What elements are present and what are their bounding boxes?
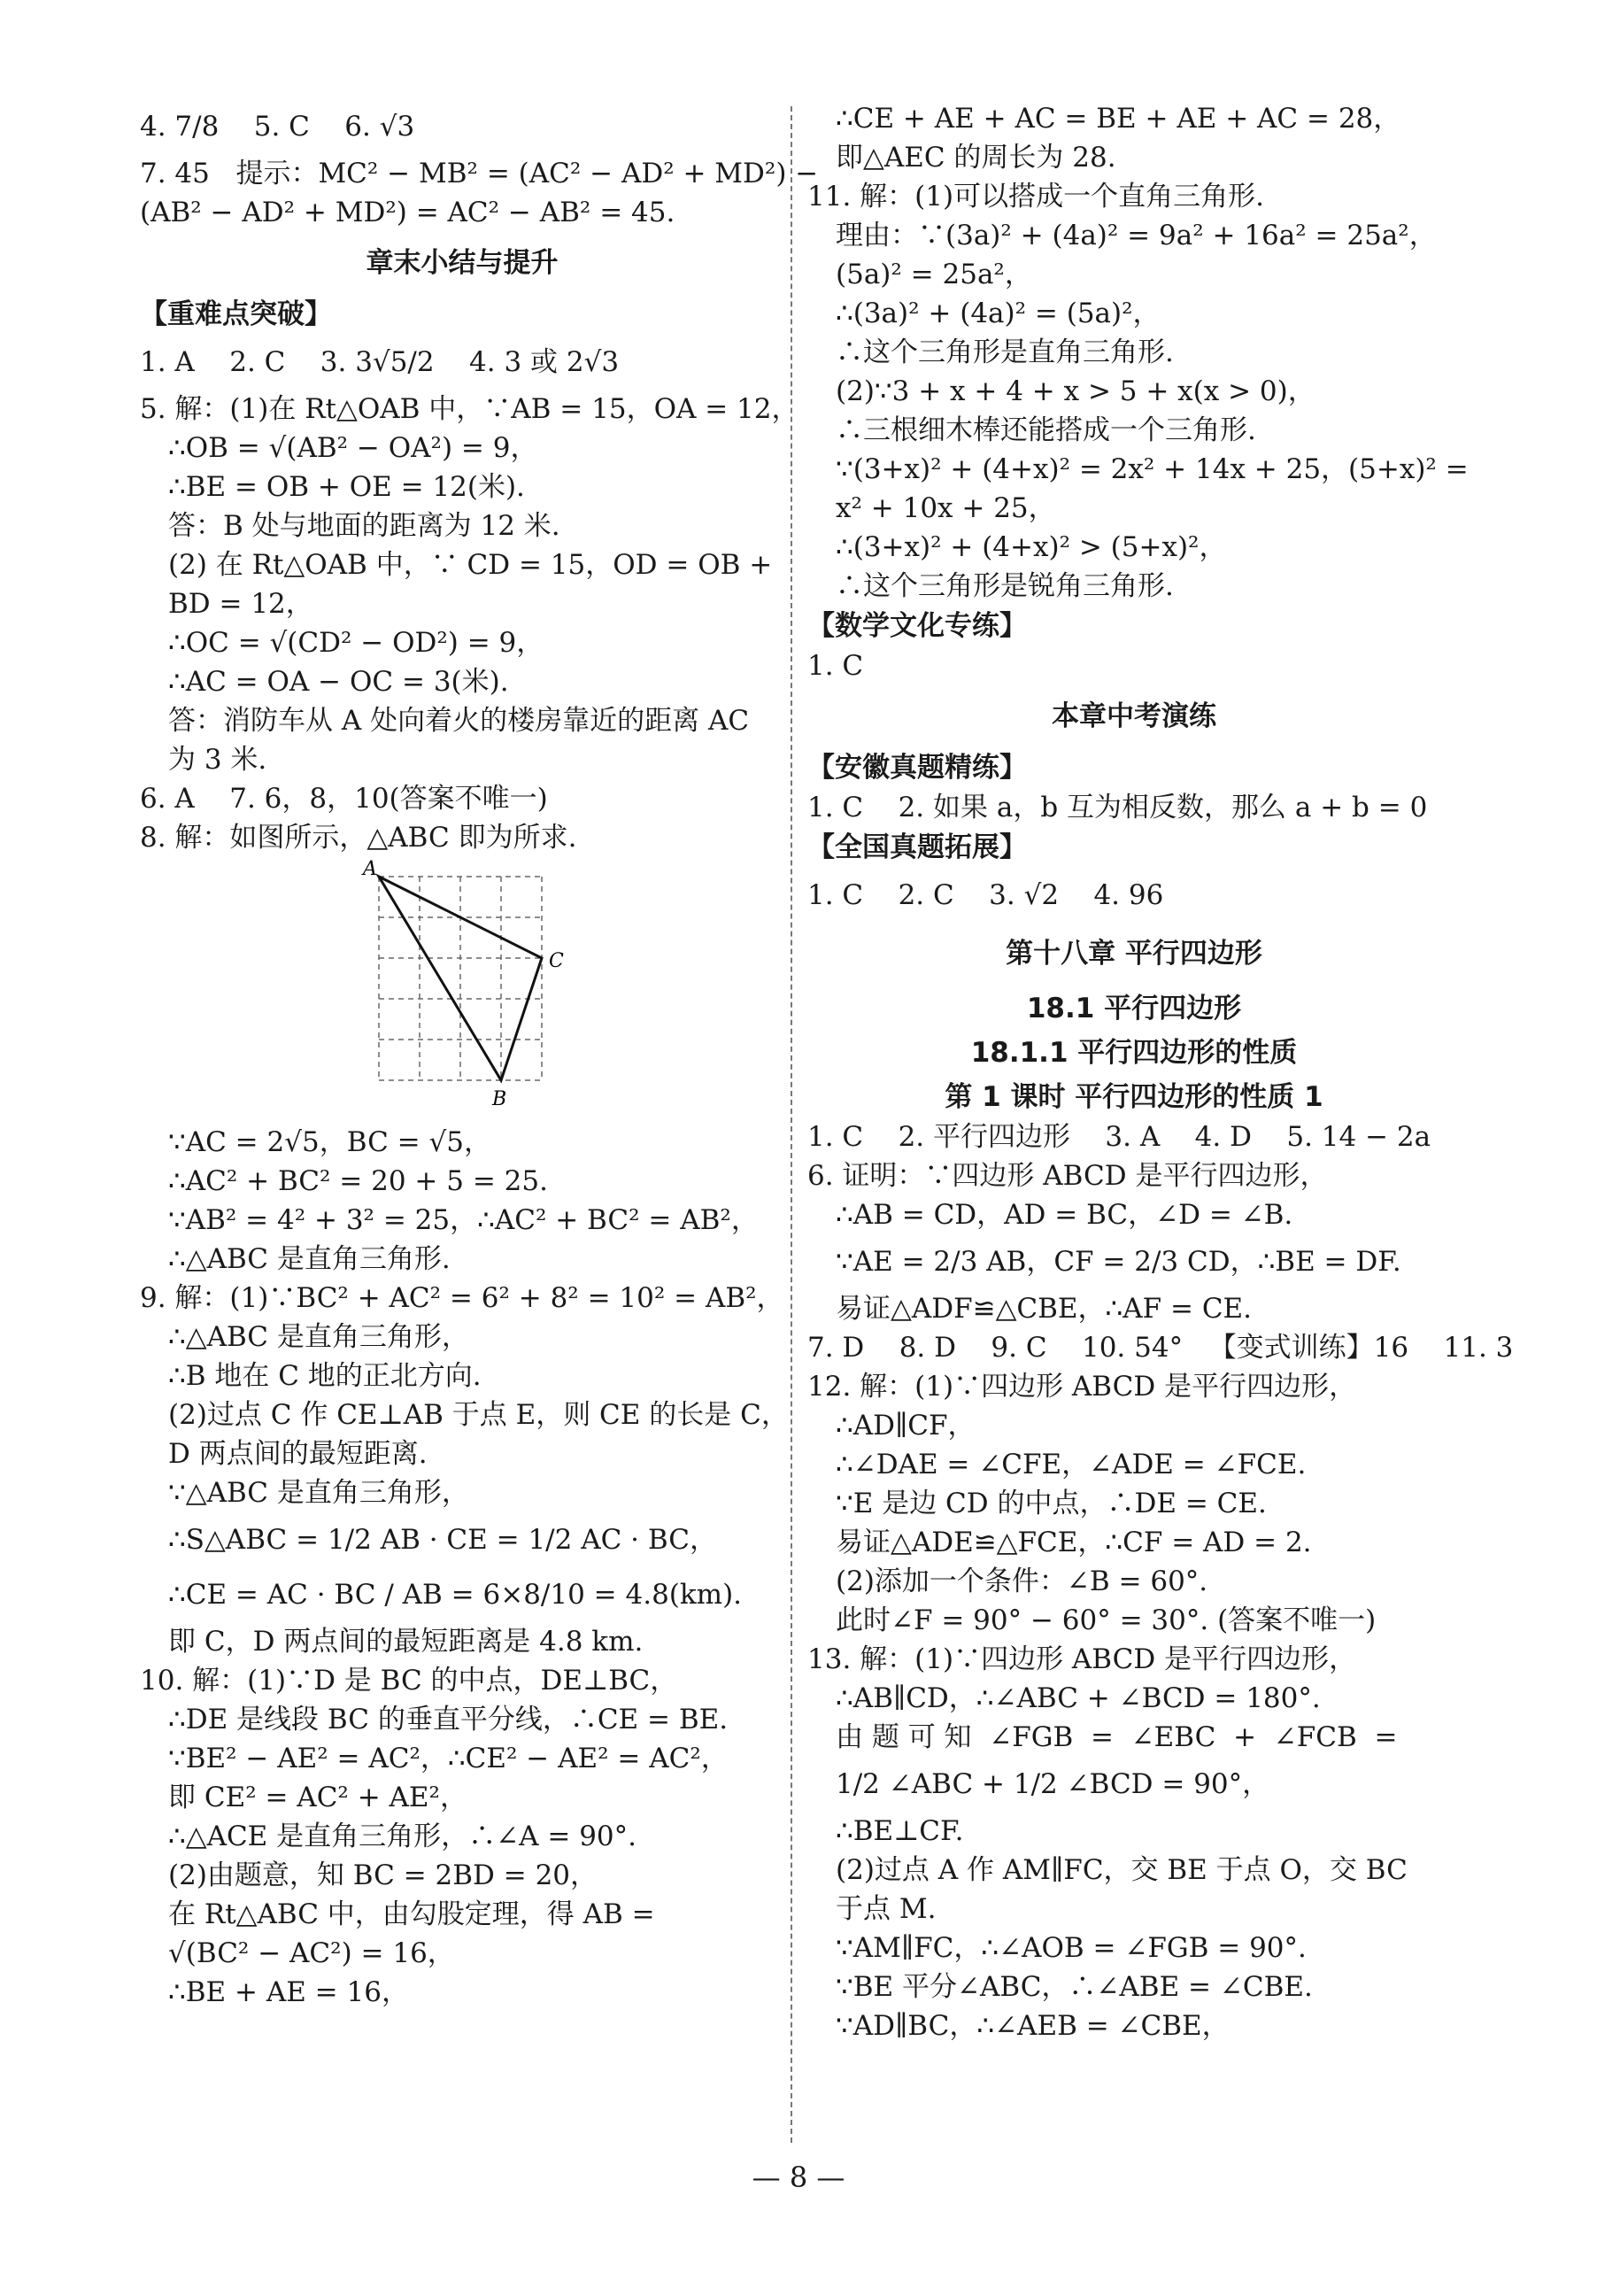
left-column bbox=[140, 99, 819, 2012]
answer-line: ∴B 地在 C 地的正北方向. bbox=[168, 1360, 482, 1392]
answer-line: 由 题 可 知 ∠FGB = ∠EBC + ∠FCB = bbox=[836, 1721, 1398, 1753]
answer-line: (2)添加一个条件：∠B = 60°. bbox=[836, 1565, 1208, 1597]
answer-line: 7. D 8. D 9. C 10. 54° 【变式训练】16 11. 3 bbox=[807, 1332, 1514, 1364]
answer-line: 在 Rt△ABC 中，由勾股定理，得 AB = bbox=[168, 1898, 655, 1930]
bracket-section-label: 【全国真题拓展】 bbox=[807, 831, 1027, 863]
answer-line: 8. 解：如图所示，△ABC 即为所求. bbox=[140, 822, 577, 854]
answer-line: ∵AB² = 4² + 3² = 25，∴AC² + BC² = AB²， bbox=[168, 1204, 759, 1236]
answer-line: 4. 7/8 5. C 6. √3 bbox=[140, 111, 415, 143]
answer-line: (2)由题意，知 BC = 2BD = 20， bbox=[168, 1859, 598, 1891]
answer-line: 5. 解：(1)在 Rt△OAB 中，∵AB = 15，OA = 12， bbox=[140, 393, 799, 425]
answer-line: ∴BE = OB + OE = 12(米). bbox=[168, 471, 525, 503]
answer-line: ∵BE 平分∠ABC，∴∠ABE = ∠CBE. bbox=[836, 1971, 1313, 2003]
subsection-heading: 18.1.1 平行四边形的性质 bbox=[970, 1037, 1298, 1069]
answer-line: ∵E 是边 CD 的中点，∴DE = CE. bbox=[836, 1488, 1267, 1519]
answer-line: ∵AD∥BC，∴∠AEB = ∠CBE， bbox=[836, 2010, 1230, 2042]
answer-line: (2)过点 C 作 CE⊥AB 于点 E，则 CE 的长是 C， bbox=[168, 1399, 789, 1431]
answer-line: 1. C 2. 平行四边形 3. A 4. D 5. 14 − 2a bbox=[807, 1121, 1431, 1153]
answer-line: ∵AE = 2/3 AB，CF = 2/3 CD，∴BE = DF. bbox=[836, 1246, 1401, 1278]
answer-line: 易证△ADE≌△FCE，∴CF = AD = 2. bbox=[836, 1527, 1312, 1558]
section-heading: 本章中考演练 bbox=[1052, 700, 1216, 732]
answer-line: D 两点间的最短距离. bbox=[168, 1438, 428, 1470]
answer-line: 7. 45 提示：MC² − MB² = (AC² − AD² + MD²) − bbox=[140, 158, 819, 189]
answer-line: (2) 在 Rt△OAB 中，∵ CD = 15，OD = OB + bbox=[168, 549, 773, 581]
answer-line: ∴AC² + BC² = 20 + 5 = 25. bbox=[168, 1165, 548, 1197]
answer-line: 9. 解：(1)∵BC² + AC² = 6² + 8² = 10² = AB²， bbox=[140, 1282, 784, 1314]
answer-line: ∴OC = √(CD² − OD²) = 9， bbox=[168, 627, 544, 659]
answer-line: 13. 解：(1)∵四边形 ABCD 是平行四边形， bbox=[807, 1643, 1357, 1675]
answer-line: 此时∠F = 90° − 60° = 30°. (答案不唯一) bbox=[836, 1604, 1377, 1636]
answer-line: 即 CE² = AC² + AE²， bbox=[168, 1782, 467, 1813]
section-heading: 章末小结与提升 bbox=[366, 247, 559, 279]
answer-line: 12. 解：(1)∵四边形 ABCD 是平行四边形， bbox=[807, 1371, 1357, 1403]
answer-line: ∴BE⊥CF. bbox=[836, 1815, 964, 1847]
grid-triangle-figure bbox=[140, 857, 784, 1123]
answer-line: ∵AM∥FC，∴∠AOB = ∠FGB = 90°. bbox=[836, 1932, 1307, 1964]
answer-line: (2)过点 A 作 AM∥FC，交 BE 于点 O，交 BC bbox=[836, 1854, 1408, 1886]
answer-line: ∴CE + AE + AC = BE + AE + AC = 28， bbox=[836, 103, 1401, 135]
answer-line: 1. C 2. 如果 a，b 互为相反数，那么 a + b = 0 bbox=[807, 792, 1428, 823]
answer-line: BD = 12， bbox=[168, 588, 313, 620]
answer-line: x² + 10x + 25， bbox=[836, 492, 1056, 524]
answer-line: ∴(3+x)² + (4+x)² > (5+x)²， bbox=[836, 531, 1227, 563]
bracket-section-label: 【安徽真题精练】 bbox=[807, 752, 1027, 784]
answer-line: ∴△ACE 是直角三角形，∴∠A = 90°. bbox=[168, 1821, 636, 1852]
answer-line: 为 3 米. bbox=[168, 744, 267, 776]
answer-line: ∴∠DAE = ∠CFE，∠ADE = ∠FCE. bbox=[836, 1449, 1307, 1480]
right-column bbox=[807, 99, 1514, 2045]
subsection-heading: 18.1 平行四边形 bbox=[1026, 993, 1242, 1024]
triangle-diagram bbox=[352, 857, 636, 1123]
answer-line: ∴这个三角形是锐角三角形. bbox=[836, 570, 1174, 602]
answer-line: 于点 M. bbox=[836, 1893, 937, 1925]
answer-line: ∴△ABC 是直角三角形， bbox=[168, 1321, 469, 1353]
answer-line: ∴AD∥CF， bbox=[836, 1410, 976, 1442]
answer-line: (5a)² = 25a²， bbox=[836, 259, 1032, 290]
answer-line: ∴AB∥CD，∴∠ABC + ∠BCD = 180°. bbox=[836, 1682, 1321, 1714]
label-a: A bbox=[363, 858, 377, 880]
answer-line: ∴△ABC 是直角三角形. bbox=[168, 1243, 451, 1275]
answer-line: ∴三根细木棒还能搭成一个三角形. bbox=[836, 414, 1256, 446]
answer-line: 10. 解：(1)∵D 是 BC 的中点，DE⊥BC， bbox=[140, 1665, 678, 1697]
answer-line: ∵BE² − AE² = AC²，∴CE² − AE² = AC²， bbox=[168, 1743, 729, 1774]
answer-line: 11. 解：(1)可以搭成一个直角三角形. bbox=[807, 181, 1264, 213]
answer-line: ∴AC = OA − OC = 3(米). bbox=[168, 666, 509, 698]
answer-line: 1. C bbox=[807, 650, 864, 682]
answer-line: (2)∵3 + x + 4 + x > 5 + x(x > 0)， bbox=[836, 375, 1315, 407]
section-heading: 第十八章 平行四边形 bbox=[1006, 938, 1262, 970]
dashed-grid bbox=[379, 877, 542, 1080]
answer-line: √(BC² − AC²) = 16， bbox=[168, 1937, 455, 1969]
answer-line: ∵(3+x)² + (4+x)² = 2x² + 14x + 25，(5+x)² = bbox=[836, 453, 1469, 485]
answer-line: 6. A 7. 6，8，10(答案不唯一) bbox=[140, 783, 548, 815]
label-c: C bbox=[549, 950, 564, 972]
answer-line: 即 C，D 两点间的最短距离是 4.8 km. bbox=[168, 1626, 644, 1658]
answer-line: ∴(3a)² + (4a)² = (5a)²， bbox=[836, 298, 1161, 329]
answer-line: ∴AB = CD，AD = BC，∠D = ∠B. bbox=[836, 1199, 1293, 1231]
answer-line: 答：B 处与地面的距离为 12 米. bbox=[168, 510, 560, 542]
answer-line: 1. C 2. C 3. √2 4. 96 bbox=[807, 879, 1164, 911]
answer-line: 易证△ADF≌△CBE，∴AF = CE. bbox=[836, 1293, 1253, 1325]
answer-line: 1. A 2. C 3. 3√5/2 4. 3 或 2√3 bbox=[140, 346, 620, 378]
answer-line: ∵△ABC 是直角三角形， bbox=[168, 1477, 469, 1509]
bracket-section-label: 【数学文化专练】 bbox=[807, 610, 1027, 642]
answer-line: ∴DE 是线段 BC 的垂直平分线，∴CE = BE. bbox=[168, 1704, 729, 1736]
column-divider bbox=[791, 106, 792, 2143]
answer-line: (AB² − AD² + MD²) = AC² − AB² = 45. bbox=[140, 197, 675, 228]
answer-line: ∴CE = AC · BC / AB = 6×8/10 = 4.8(km). bbox=[168, 1579, 743, 1611]
answer-line: ∵AC = 2√5，BC = √5， bbox=[168, 1126, 491, 1158]
answer-line: ∴BE + AE = 16， bbox=[168, 1976, 409, 2008]
label-b: B bbox=[492, 1088, 507, 1110]
answer-line: 即△AEC 的周长为 28. bbox=[836, 142, 1116, 174]
bracket-section-label: 【重难点突破】 bbox=[140, 298, 332, 330]
page-number: — 8 — bbox=[752, 2161, 845, 2194]
answer-line: ∴S△ABC = 1/2 AB · CE = 1/2 AC · BC， bbox=[168, 1524, 717, 1556]
answer-line: 1/2 ∠ABC + 1/2 ∠BCD = 90°， bbox=[836, 1768, 1270, 1800]
answer-line: 6. 证明：∵四边形 ABCD 是平行四边形， bbox=[807, 1160, 1328, 1192]
subsection-heading: 第 1 课时 平行四边形的性质 1 bbox=[945, 1081, 1323, 1113]
answer-line: ∴OB = √(AB² − OA²) = 9， bbox=[168, 432, 538, 464]
answer-line: 答：消防车从 A 处向着火的楼房靠近的距离 AC bbox=[168, 705, 750, 737]
answer-line: 理由：∵(3a)² + (4a)² = 9a² + 16a² = 25a²， bbox=[836, 220, 1437, 251]
answer-line: ∴这个三角形是直角三角形. bbox=[836, 336, 1174, 368]
